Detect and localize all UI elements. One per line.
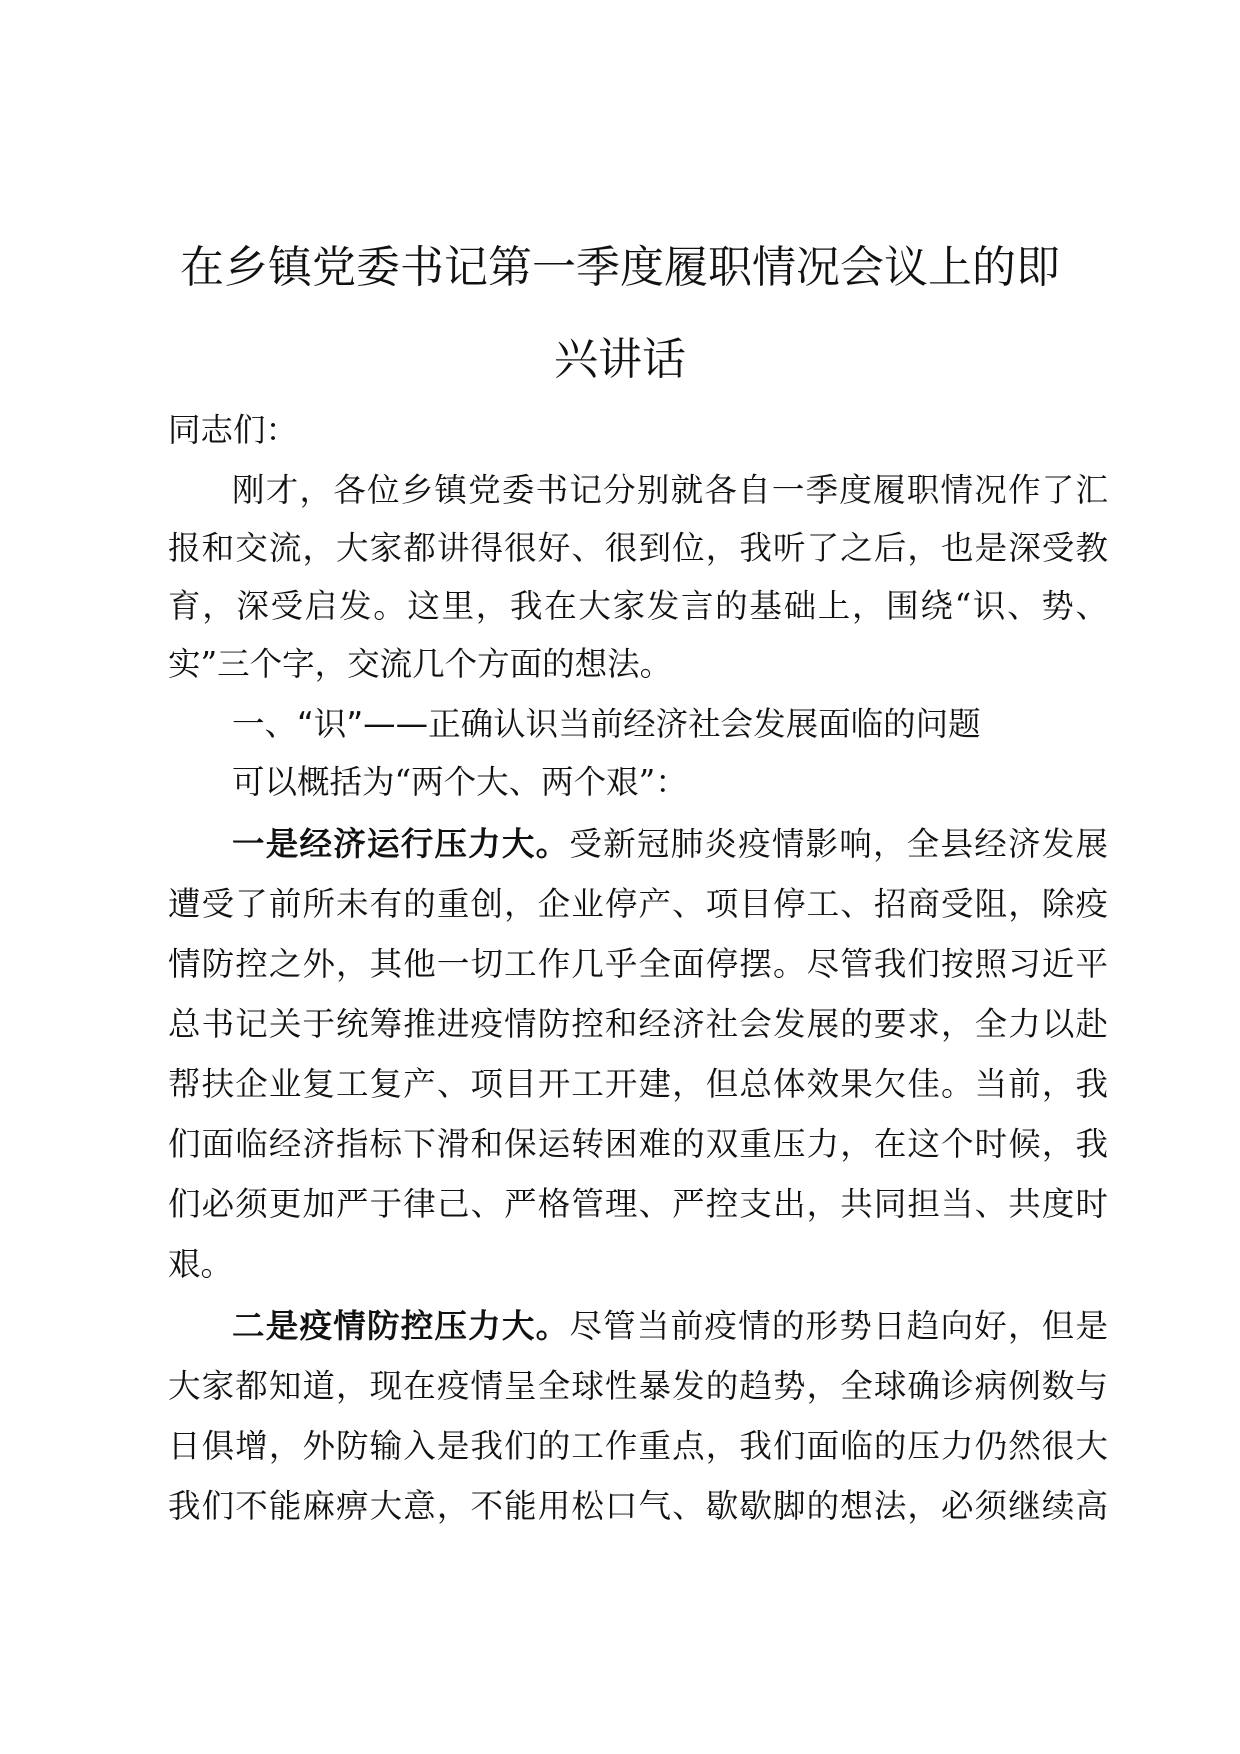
point-1-line: 们面临经济指标下滑和保运转困难的双重压力，在这个时候，我 xyxy=(168,1125,1108,1163)
document-title-line-1: 在乡镇党委书记第一季度履职情况会议上的即 xyxy=(180,242,1060,293)
section-lead: 可以概括为“两个大、两个艰”： xyxy=(232,763,688,801)
intro-line: 实”三个字，交流几个方面的想法。 xyxy=(168,645,673,683)
document-title-line-2: 兴讲话 xyxy=(554,334,686,385)
point-2-line: 日俱增，外防输入是我们的工作重点，我们面临的压力仍然很大 xyxy=(168,1427,1108,1465)
point-1-text: 受新冠肺炎疫情影响，全县经济发展 xyxy=(569,825,1108,863)
point-2-line: 我们不能麻痹大意，不能用松口气、歇歇脚的想法，必须继续高 xyxy=(168,1487,1108,1525)
point-1-line: 们必须更加严于律己、严格管理、严控支出，共同担当、共度时 xyxy=(168,1185,1108,1223)
point-1-line: 艰。 xyxy=(168,1245,234,1283)
point-1-line: 总书记关于统筹推进疫情防控和经济社会发展的要求，全力以赴 xyxy=(168,1005,1108,1043)
point-1-line: 遭受了前所未有的重创，企业停产、项目停工、招商受阻，除疫 xyxy=(168,885,1108,923)
intro-line: 刚才，各位乡镇党委书记分别就各自一季度履职情况作了汇 xyxy=(232,471,1108,509)
point-2-bold: 二是疫情防控压力大。 xyxy=(232,1307,570,1345)
point-2-text: 尽管当前疫情的形势日趋向好，但是 xyxy=(569,1307,1108,1345)
section-heading: 一、“识”——正确认识当前经济社会发展面临的问题 xyxy=(232,705,981,743)
point-1-bold: 一是经济运行压力大。 xyxy=(232,825,570,863)
point-1-line xyxy=(232,826,1108,862)
intro-line: 育，深受启发。这里，我在大家发言的基础上，围绕“识、势、 xyxy=(168,587,1108,625)
point-2-line: 大家都知道，现在疫情呈全球性暴发的趋势，全球确诊病例数与 xyxy=(168,1367,1108,1405)
intro-line: 报和交流，大家都讲得很好、很到位，我听了之后，也是深受教 xyxy=(168,529,1108,567)
point-1-line: 帮扶企业复工复产、项目开工开建，但总体效果欠佳。当前，我 xyxy=(168,1065,1108,1103)
point-2-line xyxy=(232,1308,1108,1344)
point-1-line: 情防控之外，其他一切工作几乎全面停摆。尽管我们按照习近平 xyxy=(168,945,1108,983)
salutation: 同志们： xyxy=(168,411,299,449)
